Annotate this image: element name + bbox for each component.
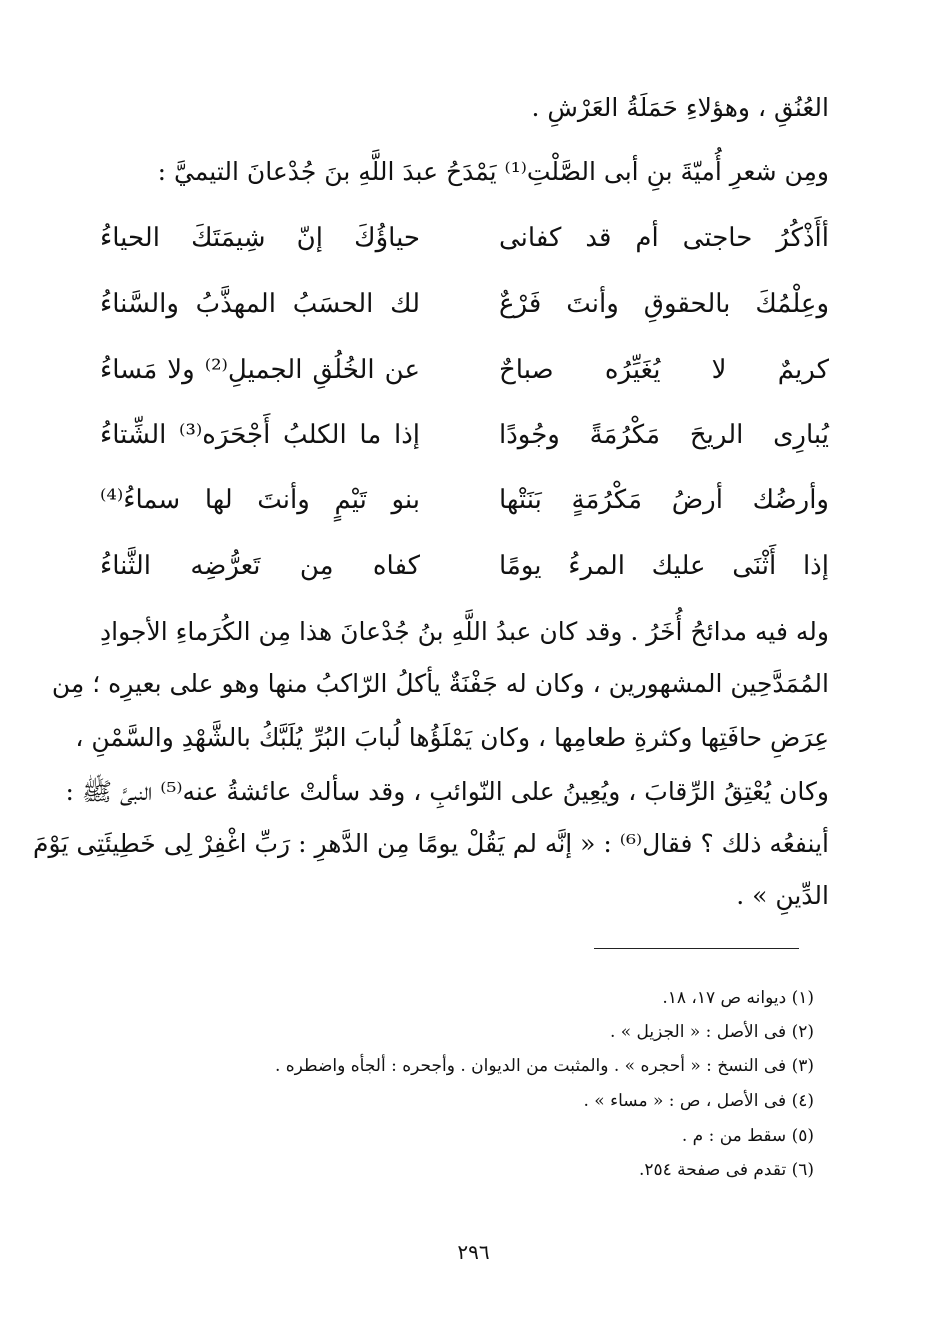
footnote: (٦) تقدم فى صفحة ٢٥٤. <box>638 1160 814 1180</box>
page-number: ٢٩٦ <box>457 1240 490 1264</box>
paragraph-line: عِرَضِ حافَتِها وكثرةِ طعامِها ، وكان يَمْلَؤُها لُبابَ البُرِّ يُلَبَّكُ بالشَّهْدِ والسَّمْنِ ، <box>75 723 829 752</box>
footnote: (٥) سقط من : م . <box>681 1126 814 1146</box>
verse-first-hemistich: أأَذْكُرُ حاجتى أم قد كفانى <box>499 223 829 253</box>
paragraph-line: الدِّينِ » . <box>736 881 829 910</box>
verse-first-hemistich: إذا أَثْنَى عليك المرءُ يومًا <box>499 551 829 581</box>
verse-second-hemistich: إذا ما الكلبُ أَجْحَرَه⁽³⁾ الشِّتاءُ <box>100 420 421 450</box>
verse-second-hemistich: بنو تَيْمٍ وأنتَ لها سماءُ⁽⁴⁾ <box>100 485 420 515</box>
footnote: (١) ديوانه ص ١٧، ١٨. <box>662 988 814 1008</box>
verse-first-hemistich: كريمٌ لا يُغَيِّرُه صباحٌ <box>499 355 829 385</box>
paragraph-line: وكان يُعْتِقُ الرِّقابَ ، ويُعِينُ على النّوائبِ ، وقد سألتْ عائشةُ عنه⁽⁵⁾ النبىَّ ﷺ : <box>65 777 829 806</box>
verse-second-hemistich: حياؤُكَ إنّ شِيمَتَكَ الحياءُ <box>100 223 420 253</box>
text-line-1: العُنُقِ ، وهؤلاءِ حَمَلَةُ العَرْشِ . <box>531 93 829 122</box>
footnote-separator <box>594 948 799 949</box>
verse-second-hemistich: عن الخُلُقِ الجميلِ⁽²⁾ ولا مَساءُ <box>100 355 420 385</box>
paragraph-line: أينفعُه ذلك ؟ فقال⁽⁶⁾ : « إنَّه لم يَقُلْ يومًا مِن الدَّهرِ : رَبِّ اغْفِرْ لِى خَطِيئَتِى يَوْمَ <box>33 829 829 858</box>
verse-first-hemistich: وأرضُك أرضُ مَكْرُمَةٍ بَنَتْها <box>499 485 829 515</box>
footnote: (٢) فى الأصل : « الجزيل » . <box>609 1022 814 1042</box>
verse-second-hemistich: لك الحسَبُ المهذَّبُ والسَّناءُ <box>100 289 420 319</box>
verse-second-hemistich: كفاه مِن تَعرُّضِه الثَّناءُ <box>100 551 420 581</box>
verse-first-hemistich: وعِلْمُكَ بالحقوقِ وأنتَ فَرْعٌ <box>499 289 829 319</box>
text-line-2: ومِن شعرِ أُميّةَ بنِ أبى الصَّلْتِ⁽¹⁾ يَمْدَحُ عبدَ اللَّهِ بنَ جُدْعانَ التيميَّ : <box>157 157 829 186</box>
paragraph-line: المُمَدَّحِين المشهورين ، وكان له جَفْنَةٌ يأكلُ الرّاكبُ منها وهو على بعيرِه ؛ مِن <box>51 669 829 698</box>
footnote: (٤) فى الأصل ، ص : « مساء » . <box>583 1091 814 1111</box>
footnote: (٣) فى النسخ : « أحجره » . والمثبت من الديوان . وأجحره : ألجأه واضطره . <box>274 1056 814 1076</box>
verse-first-hemistich: يُبارِى الريحَ مَكْرُمَةً وجُودًا <box>499 420 829 450</box>
paragraph-line: وله فيه مدائحُ أُخَرُ . وقد كان عبدُ اللَّهِ بنُ جُدْعانَ هذا مِن الكُرَماءِ الأجوادِ <box>100 617 829 646</box>
